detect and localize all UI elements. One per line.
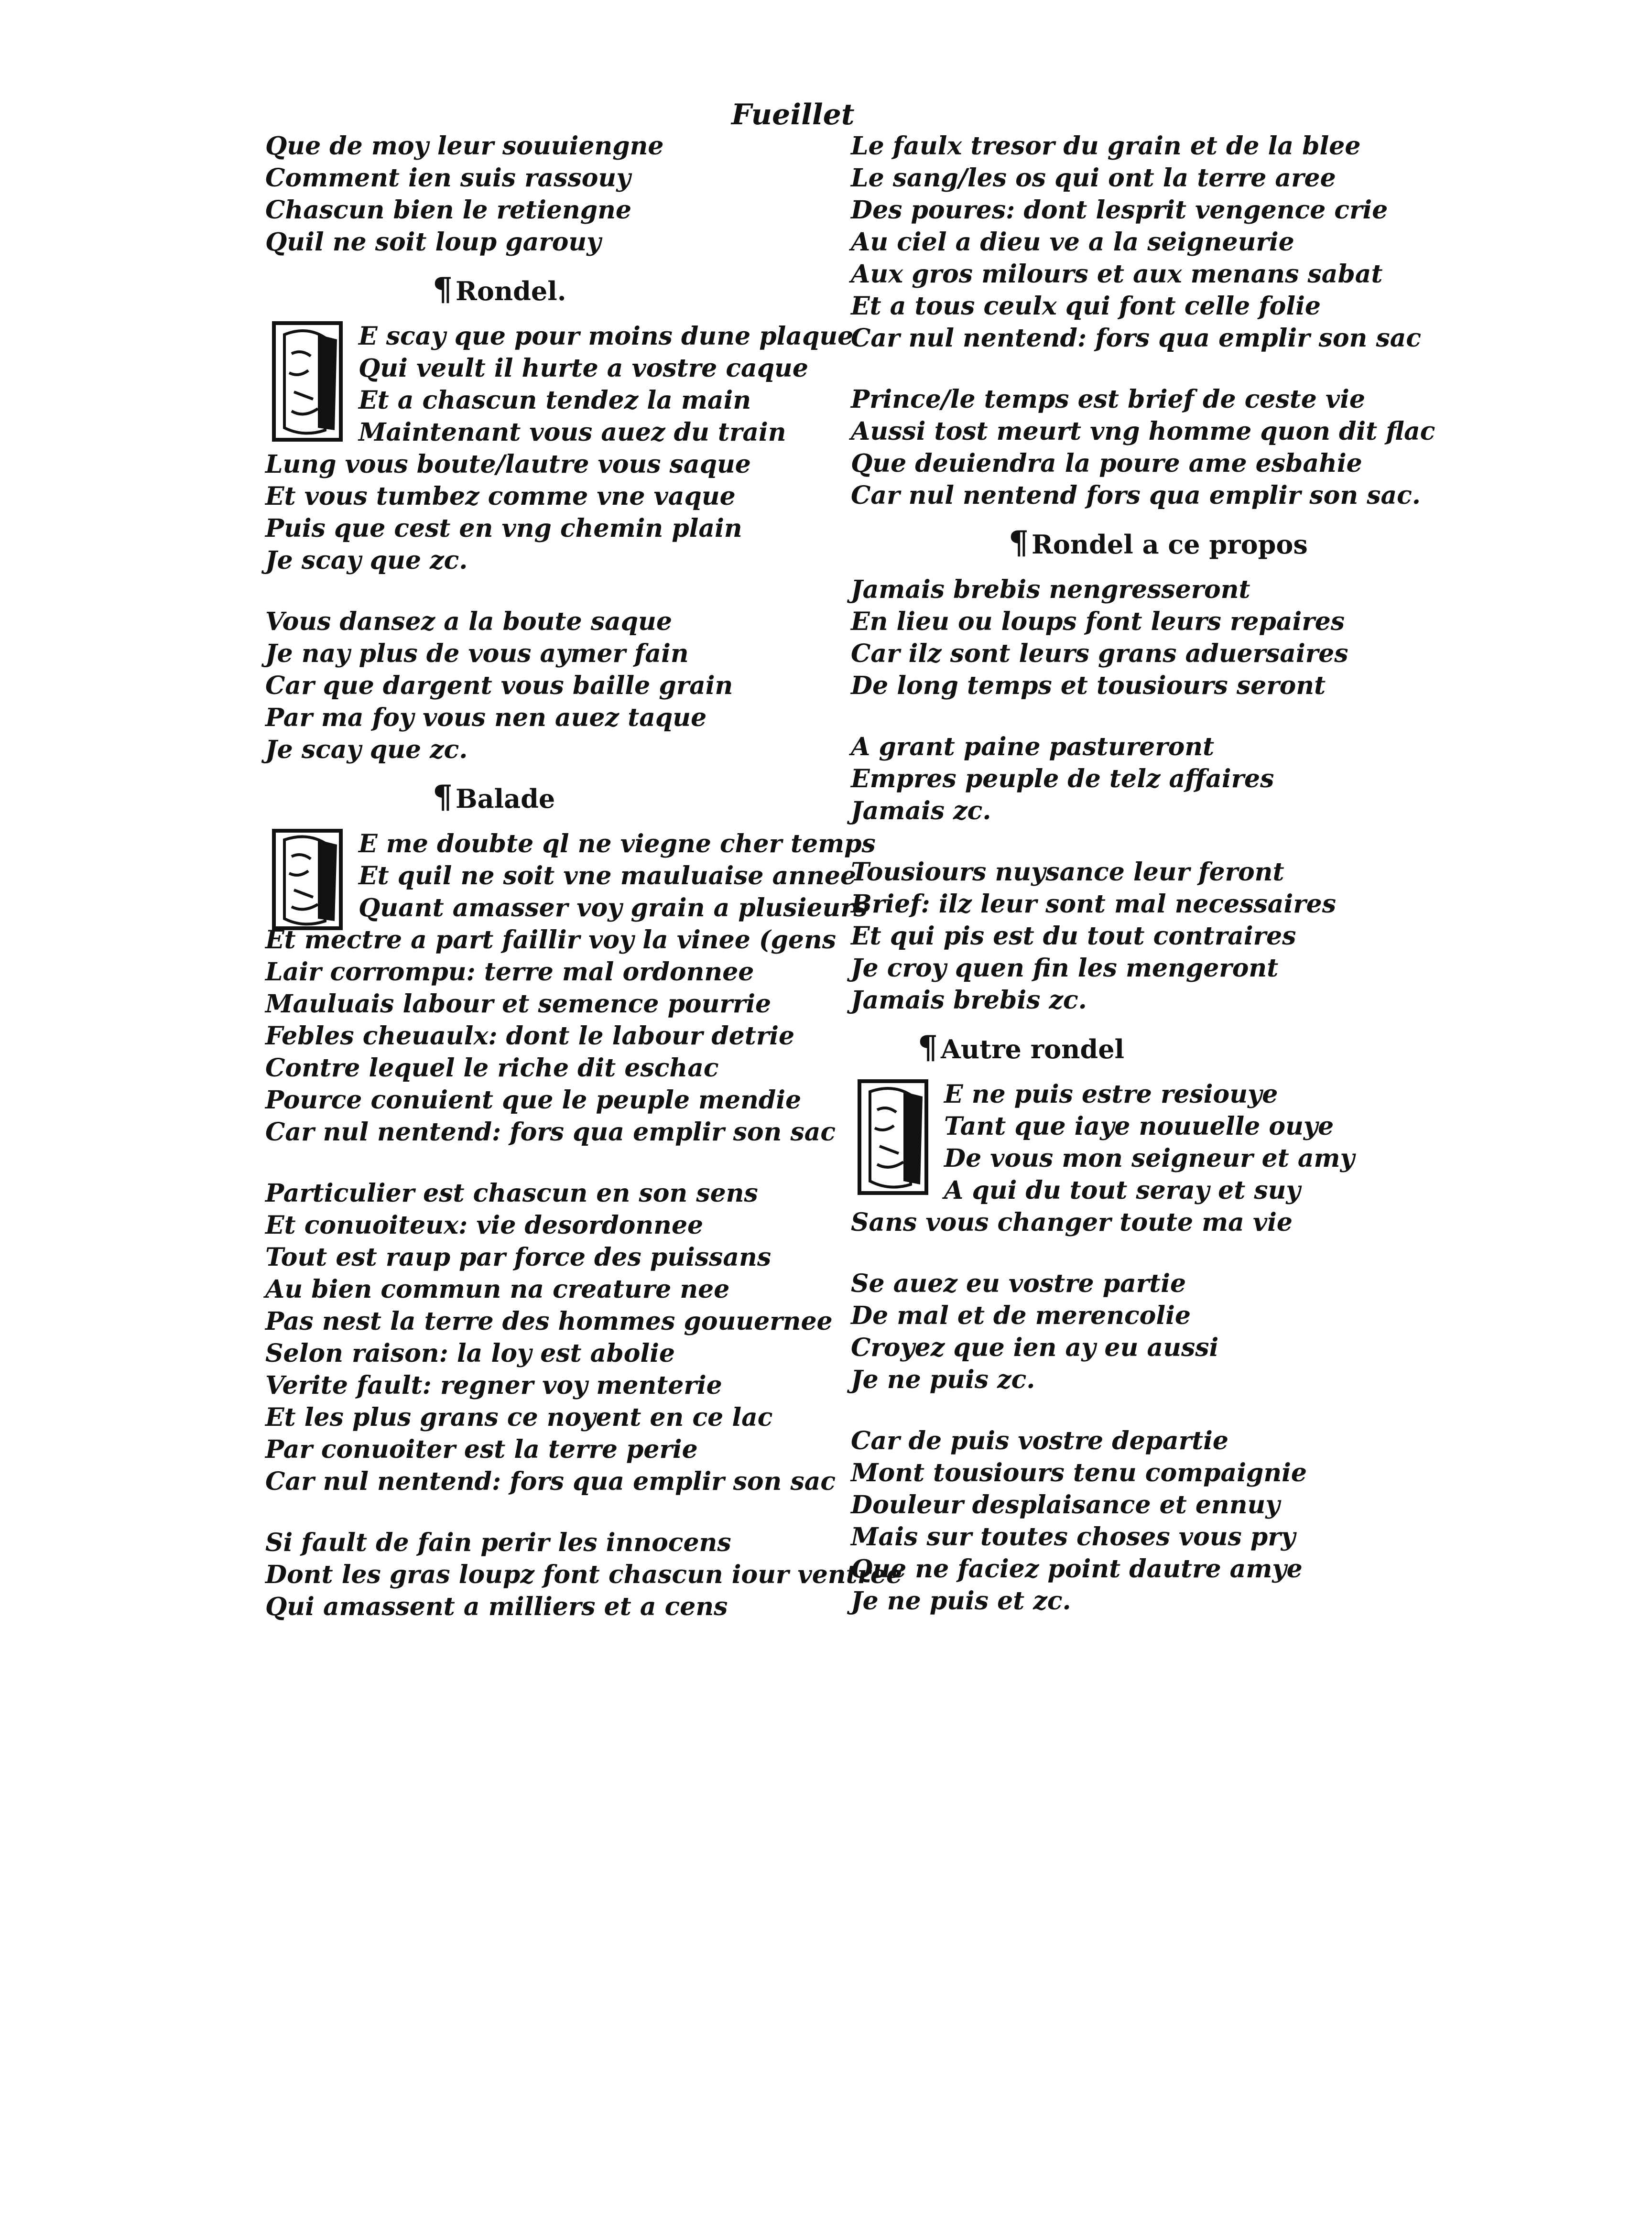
verse-line: Febles cheuaulx: dont le labour detrie <box>265 1021 795 1051</box>
verse-line: En lieu ou loups font leurs repaires <box>851 607 1345 636</box>
verse-line: Et quil ne soit vne mauluaise annee <box>359 861 857 890</box>
stanza-autre-rondel <box>851 1078 1386 1238</box>
verse-line: Et les plus grans ce noyent en ce lac <box>265 1403 773 1432</box>
verse-line: E me doubte ql ne viegne cher temps <box>359 829 876 858</box>
verse-line: Tousiours nuysance leur feront <box>851 857 1284 887</box>
pilcrow-icon: ¶ <box>433 778 453 815</box>
verse-line: E scay que pour moins dune plaque <box>359 322 854 351</box>
verse-line: Quil ne soit loup garouy <box>265 228 601 257</box>
verse-line: Au bien commun na creature nee <box>265 1275 730 1304</box>
stanza-envoi <box>851 383 1435 511</box>
verse-line: Mais sur toutes choses vous pry <box>851 1522 1295 1552</box>
verse-line: Car nul nentend: fors qua emplir son sac <box>265 1467 836 1496</box>
verse-line: Brief: ilz leur sont mal necessaires <box>851 890 1336 919</box>
verse-line: Par ma foy vous nen auez taque <box>265 703 707 732</box>
verse-line: Pource conuient que le peuple mendie <box>265 1085 802 1115</box>
verse-line: De long temps et tousiours seront <box>851 671 1326 700</box>
verse-line: Au ciel a dieu ve a la seigneurie <box>851 228 1294 257</box>
verse-line: Quant amasser voy grain a plusieurs <box>359 893 868 923</box>
verse-line: De mal et de merencolie <box>851 1301 1191 1330</box>
verse-line: Aux gros milours et aux menans sabat <box>851 260 1383 289</box>
grotesque-face-icon <box>851 1078 935 1195</box>
verse-line: Et vous tumbez comme vne vaque <box>265 482 736 511</box>
section-heading-autre-rondel: ¶ Autre rondel <box>851 1026 1386 1069</box>
stanza <box>265 1527 902 1623</box>
verse-line: Je croy quen fin les mengeront <box>851 954 1279 983</box>
verse-line: Le sang/les os qui ont la terre aree <box>851 163 1336 193</box>
stanza <box>851 130 1422 354</box>
verse-line: Et a chascun tendez la main <box>359 386 751 415</box>
verse-line: A qui du tout seray et suy <box>944 1176 1301 1205</box>
decorated-initial <box>265 828 349 950</box>
verse-line: Comment ien suis rassouy <box>265 163 631 193</box>
verse-line: Verite fault: regner voy menterie <box>265 1371 722 1400</box>
verse-line: Des poures: dont lesprit vengence crie <box>851 195 1388 225</box>
verse-line: Selon raison: la loy est abolie <box>265 1339 675 1368</box>
verse-line: Pas nest la terre des hommes gouuernee <box>265 1307 833 1336</box>
verse-line: Je scay que zc. <box>265 546 468 575</box>
verse-line: Douleur desplaisance et ennuy <box>851 1490 1280 1520</box>
section-heading-balade: ¶ Balade <box>265 775 839 818</box>
section-heading-rondel: ¶ Rondel. <box>265 268 839 311</box>
verse-line: Dont les gras loupz font chascun iour ventree <box>265 1560 902 1589</box>
verse-line: Jamais brebis zc. <box>851 986 1087 1015</box>
verse-line: Jamais brebis nengresseront <box>851 575 1250 604</box>
verse-line: Que deuiendra la poure ame esbahie <box>851 449 1362 478</box>
verse-line: A grant paine pastureront <box>851 732 1215 761</box>
verse-line: Car ilz sont leurs grans aduersaires <box>851 639 1348 668</box>
stanza <box>851 856 1386 1016</box>
verse-line: Car nul nentend: fors qua emplir son sac <box>851 324 1422 353</box>
verse-line: Et qui pis est du tout contraires <box>851 922 1296 951</box>
verse-line: Sans vous changer toute ma vie <box>851 1208 1293 1237</box>
verse-line: Aussi tost meurt vng homme quon dit flac <box>851 417 1435 446</box>
stanza <box>265 606 839 766</box>
left-column <box>265 130 902 1623</box>
verse-line: Tant que iaye nouuelle ouye <box>944 1112 1334 1141</box>
verse-line: Et mectre a part faillir voy la vinee (gens <box>265 925 837 955</box>
verse-line: Que de moy leur souuiengne <box>265 131 664 161</box>
decorated-initial <box>265 320 349 442</box>
stanza-balade <box>265 828 876 1148</box>
verse-line: Puis que cest en vng chemin plain <box>265 514 742 543</box>
grotesque-face-icon <box>265 320 349 442</box>
verse-line: Lung vous boute/lautre vous saque <box>265 450 751 479</box>
stanza <box>265 1177 839 1498</box>
verse-line: Et a tous ceulx qui font celle folie <box>851 292 1321 321</box>
verse-line: Contre lequel le riche dit eschac <box>265 1053 719 1083</box>
stanza <box>851 574 1386 702</box>
pilcrow-icon: ¶ <box>918 1029 938 1066</box>
stanza <box>851 731 1386 827</box>
verse-line: Lair corrompu: terre mal ordonnee <box>265 957 754 987</box>
pilcrow-icon: ¶ <box>1009 524 1029 561</box>
verse-line: Empres peuple de telz affaires <box>851 764 1274 793</box>
verse-line: Que ne faciez point dautre amye <box>851 1554 1303 1584</box>
verse-line: Qui veult il hurte a vostre caque <box>359 354 808 383</box>
verse-line: Car nul nentend fors qua emplir son sac. <box>851 481 1421 510</box>
verse-line: Particulier est chascun en son sens <box>265 1179 758 1208</box>
right-column <box>851 130 1435 1617</box>
verse-line: Croyez que ien ay eu aussi <box>851 1333 1219 1362</box>
verse-line: Vous dansez a la boute saque <box>265 607 672 636</box>
verse-line: Le faulx tresor du grain et de la blee <box>851 131 1361 161</box>
verse-line: E ne puis estre resiouye <box>944 1080 1278 1109</box>
verse-line: De vous mon seigneur et amy <box>944 1144 1355 1173</box>
verse-line: Tout est raup par force des puissans <box>265 1243 772 1272</box>
decorated-initial <box>851 1078 935 1200</box>
verse-line: Je nay plus de vous aymer fain <box>265 639 689 668</box>
verse-line: Jamais zc. <box>851 796 991 825</box>
verse-line: Car de puis vostre departie <box>851 1426 1228 1455</box>
stanza-opening <box>265 130 839 258</box>
verse-line: Car nul nentend: fors qua emplir son sac <box>265 1118 836 1147</box>
stanza-rondel <box>265 320 854 576</box>
verse-line: Car que dargent vous baille grain <box>265 671 733 700</box>
verse-line: Si fault de fain perir les innocens <box>265 1528 731 1557</box>
verse-line: Chascun bien le retiengne <box>265 195 631 225</box>
grotesque-face-icon <box>265 828 349 931</box>
verse-line: Qui amassent a milliers et a cens <box>265 1592 728 1621</box>
verse-line: Mont tousiours tenu compaignie <box>851 1458 1307 1487</box>
verse-line: Je scay que zc. <box>265 735 468 764</box>
verse-line: Et conuoiteux: vie desordonnee <box>265 1211 704 1240</box>
verse-line: Maintenant vous auez du train <box>359 418 786 447</box>
stanza <box>851 1425 1386 1617</box>
verse-line: Se auez eu vostre partie <box>851 1269 1186 1298</box>
pilcrow-icon: ¶ <box>433 271 453 308</box>
verse-line: Par conuoiter est la terre perie <box>265 1435 698 1464</box>
section-heading-rondel-propos: ¶ Rondel a ce propos <box>851 521 1386 564</box>
stanza <box>851 1268 1386 1396</box>
verse-line: Mauluais labour et semence pourrie <box>265 989 772 1019</box>
verse-line: Je ne puis zc. <box>851 1365 1035 1394</box>
verse-line: Je ne puis et zc. <box>851 1586 1071 1616</box>
verse-line: Prince/le temps est brief de ceste vie <box>851 385 1365 414</box>
folio-header: Fueillet <box>731 98 855 131</box>
